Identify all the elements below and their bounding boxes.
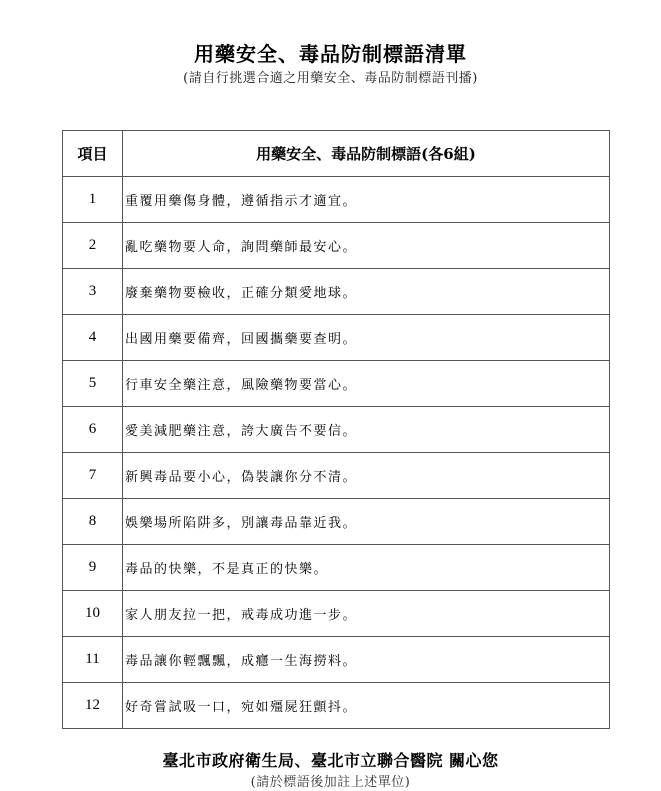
table-row (63, 177, 610, 223)
row-index: 10 (63, 591, 123, 637)
header-slogan: 用藥安全、毒品防制標語(各6組) (123, 131, 610, 177)
row-slogan: 廢棄藥物要檢收，正確分類愛地球。 (123, 269, 610, 315)
row-index: 4 (63, 315, 123, 361)
row-index: 6 (63, 407, 123, 453)
table-row (63, 637, 610, 683)
row-slogan: 出國用藥要備齊，回國攜藥要查明。 (123, 315, 610, 361)
table-row (63, 591, 610, 637)
row-slogan: 毒品讓你輕飄飄，成癮一生海撈料。 (123, 637, 610, 683)
row-slogan: 亂吃藥物要人命，詢問藥師最安心。 (123, 223, 610, 269)
row-slogan: 家人朋友拉一把，戒毒成功進一步。 (123, 591, 610, 637)
row-index: 12 (63, 683, 123, 729)
table-row (63, 361, 610, 407)
row-index: 11 (63, 637, 123, 683)
document-subtitle: (請自行挑選合適之用藥安全、毒品防制標語刊播) (183, 71, 478, 86)
table-row (63, 683, 610, 729)
table-row (63, 223, 610, 269)
row-index: 3 (63, 269, 123, 315)
header-item: 項目 (63, 131, 123, 177)
row-index: 8 (63, 499, 123, 545)
row-slogan: 好奇嘗試吸一口，宛如殭屍狂顫抖。 (123, 683, 610, 729)
table-header-row (63, 131, 610, 177)
slogan-table (62, 130, 610, 729)
row-index: 9 (63, 545, 123, 591)
footer-organizations: 臺北市政府衛生局、臺北市立聯合醫院 關心您 (162, 751, 499, 770)
row-slogan: 行車安全藥注意，風險藥物要當心。 (123, 361, 610, 407)
row-slogan: 新興毒品要小心，偽裝讓你分不清。 (123, 453, 610, 499)
row-index: 2 (63, 223, 123, 269)
table-row (63, 315, 610, 361)
document-title: 用藥安全、毒品防制標語清單 (194, 42, 467, 66)
row-index: 1 (63, 177, 123, 223)
table-row (63, 407, 610, 453)
table-row (63, 499, 610, 545)
table-row (63, 545, 610, 591)
row-slogan: 娛樂場所陷阱多，別讓毒品靠近我。 (123, 499, 610, 545)
table-row (63, 453, 610, 499)
row-index: 5 (63, 361, 123, 407)
table-row (63, 269, 610, 315)
row-slogan: 毒品的快樂，不是真正的快樂。 (123, 545, 610, 591)
row-index: 7 (63, 453, 123, 499)
row-slogan: 重覆用藥傷身體，遵循指示才適宜。 (123, 177, 610, 223)
footer-note: (請於標語後加註上述單位) (250, 775, 411, 790)
row-slogan: 愛美減肥藥注意，誇大廣告不要信。 (123, 407, 610, 453)
